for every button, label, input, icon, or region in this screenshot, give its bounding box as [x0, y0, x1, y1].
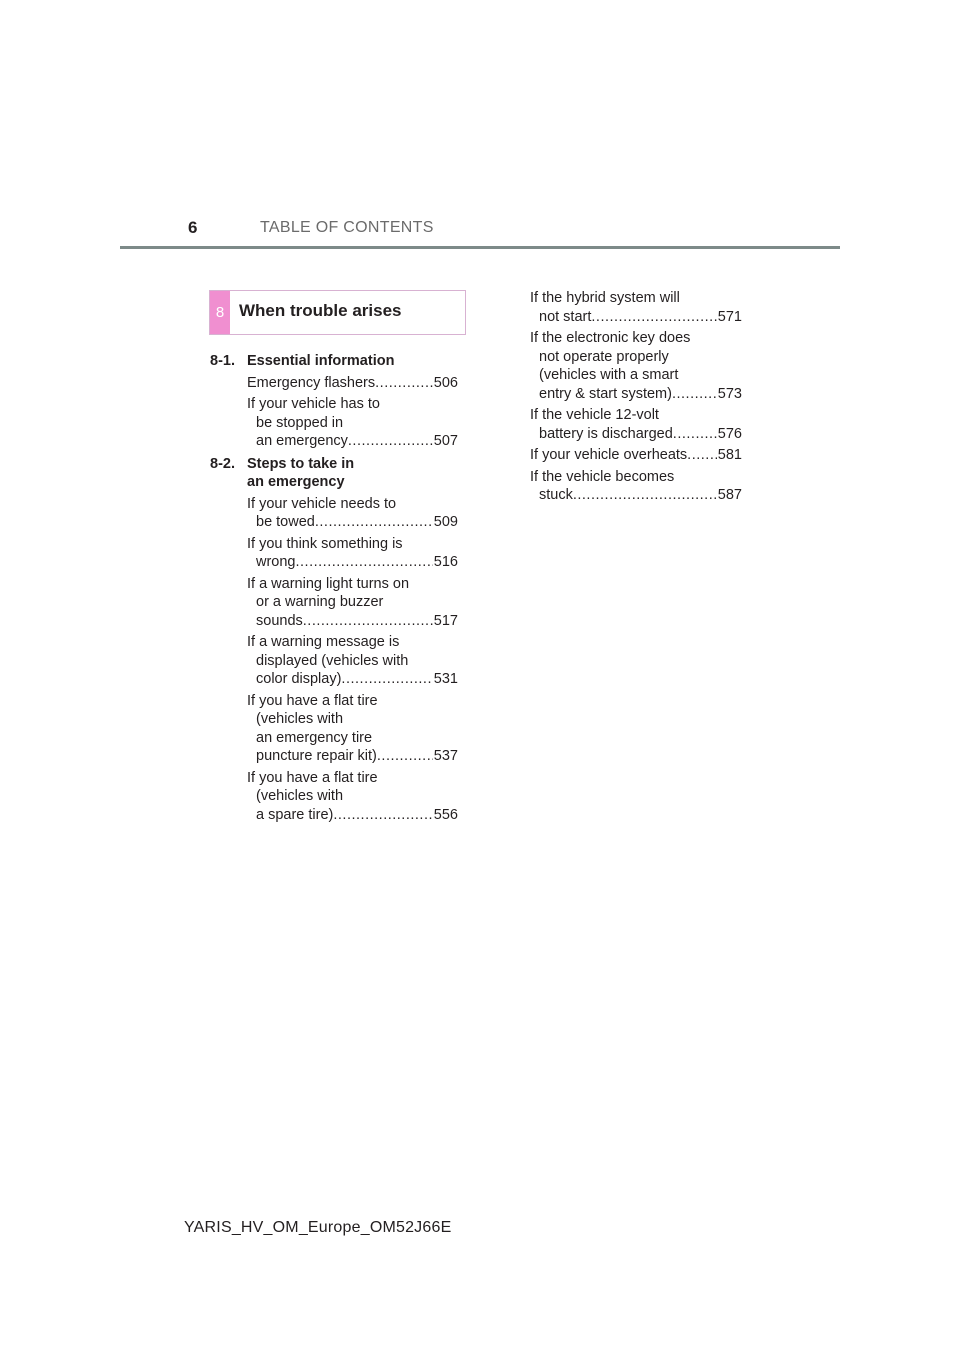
toc-entry[interactable]: [530, 468, 742, 505]
toc-entry-last-line: [530, 486, 742, 505]
toc-entry-label: not start: [539, 308, 592, 325]
header-title: TABLE OF CONTENTS: [260, 219, 434, 236]
toc-entry-line: If your vehicle needs to: [247, 495, 397, 512]
section-title-line: Essential information: [247, 353, 395, 369]
toc-entry-line: If your vehicle has to: [247, 396, 380, 412]
toc-entry-line: If you have a flat tire: [247, 692, 378, 709]
toc-entry-line: or a warning buzzer: [256, 594, 384, 610]
toc-section: [210, 352, 458, 451]
toc-entry-label: stuck: [539, 487, 573, 503]
toc-entry-text: [247, 395, 458, 451]
toc-leader-dots: [375, 374, 433, 393]
toc-entry-label: an emergency: [256, 433, 348, 449]
toc-leader-dots: [333, 806, 432, 825]
toc-page-number: 581: [717, 447, 742, 463]
chapter-title: When trouble arises: [239, 301, 402, 320]
toc-entry-label: sounds: [256, 612, 303, 629]
toc-entry-label: be towed: [256, 514, 315, 530]
toc-page-number: 516: [433, 554, 458, 570]
toc-entry-line: If the electronic key does: [530, 330, 691, 346]
toc-entry-text: [247, 535, 458, 572]
toc-entry[interactable]: [530, 406, 742, 443]
toc-page-number: 573: [717, 385, 742, 402]
toc-entry-text: [530, 468, 742, 505]
toc-right-column: [530, 286, 742, 505]
page-number: 6: [188, 218, 198, 237]
toc-page-number: 576: [717, 425, 742, 442]
toc-entry[interactable]: [247, 495, 458, 532]
toc-entry[interactable]: [530, 329, 742, 403]
page-header: [120, 216, 840, 249]
toc-entry-line: be stopped in: [256, 414, 344, 431]
toc-page-number: 531: [433, 671, 458, 687]
section-title-line: an emergency: [247, 474, 345, 490]
toc-leader-dots: [348, 432, 433, 451]
toc-entry-last-line: [247, 374, 458, 393]
toc-entry-text: [530, 289, 742, 326]
section-title: [247, 352, 458, 371]
toc-entry-line: If the hybrid system will: [530, 290, 680, 306]
toc-page-number: 571: [717, 308, 742, 325]
toc-entry-last-line: [247, 806, 458, 825]
toc-entry-text: [247, 633, 458, 689]
toc-entry-text: [530, 406, 742, 443]
chapter-number-tab: 8: [210, 291, 230, 334]
toc-entry[interactable]: [247, 769, 458, 825]
toc-leader-dots: [672, 385, 717, 404]
toc-entry-label: a spare tire): [256, 806, 334, 823]
section-title: [247, 455, 458, 492]
toc-entry-label: wrong: [256, 554, 296, 570]
section-title-line: Steps to take in: [247, 455, 355, 472]
toc-entry[interactable]: [247, 395, 458, 451]
toc-page-number: 556: [433, 806, 458, 823]
toc-entry-text: [530, 446, 742, 465]
section-number: 8-2.: [210, 455, 235, 472]
toc-entry-last-line: [530, 446, 742, 465]
toc-entry-label: Emergency flashers: [247, 374, 376, 391]
toc-entry-text: [247, 692, 458, 766]
toc-entry[interactable]: [247, 535, 458, 572]
toc-page-number: 507: [433, 433, 458, 449]
toc-entry-last-line: [530, 308, 742, 327]
toc-entry-line: If the vehicle becomes: [530, 468, 675, 485]
toc-entry-label: battery is discharged: [539, 425, 673, 442]
toc-entry-last-line: [530, 385, 742, 404]
toc-entry-label: If your vehicle overheats: [530, 447, 688, 463]
toc-entry[interactable]: [247, 374, 458, 393]
toc-leader-dots: [673, 425, 717, 444]
toc-page-number: 506: [433, 374, 458, 391]
toc-leader-dots: [591, 308, 716, 327]
toc-entry-line: (vehicles with: [256, 711, 344, 727]
toc-entry[interactable]: [247, 575, 458, 631]
toc-entry[interactable]: [247, 633, 458, 689]
toc-entry-line: not operate properly: [539, 348, 669, 365]
toc-leader-dots: [573, 486, 717, 505]
toc-entry-line: If you have a flat tire: [247, 769, 378, 786]
toc-entry[interactable]: [247, 692, 458, 766]
toc-leader-dots: [315, 513, 433, 532]
toc-entry-last-line: [530, 425, 742, 444]
toc-entry-text: [247, 374, 458, 393]
toc-entry-last-line: [247, 670, 458, 689]
toc-entry-last-line: [247, 612, 458, 631]
toc-leader-dots: [687, 446, 717, 465]
toc-section: [210, 455, 458, 825]
toc-page-number: 537: [433, 748, 458, 764]
toc-entry-label: entry & start system): [539, 385, 672, 402]
toc-entry-text: [530, 329, 742, 403]
chapter-heading: [209, 290, 466, 335]
toc-entry-line: (vehicles with a smart: [539, 367, 679, 383]
toc-left-column: [210, 352, 458, 828]
toc-entry-line: If the vehicle 12-volt: [530, 407, 659, 423]
toc-entry-last-line: [247, 747, 458, 766]
toc-page-number: 517: [433, 612, 458, 629]
toc-leader-dots: [296, 553, 433, 572]
toc-page-number: 509: [433, 514, 458, 530]
toc-entry-label: puncture repair kit): [256, 748, 377, 764]
toc-entry-text: [247, 495, 458, 532]
toc-entry-line: If a warning message is: [247, 634, 400, 650]
toc-leader-dots: [341, 670, 432, 689]
toc-leader-dots: [377, 747, 433, 766]
toc-entry-line: displayed (vehicles with: [256, 652, 409, 669]
toc-entry-last-line: [247, 513, 458, 532]
toc-leader-dots: [303, 612, 433, 631]
toc-entry-line: If a warning light turns on: [247, 575, 410, 592]
toc-entry-line: If you think something is: [247, 535, 403, 552]
toc-entry-text: [247, 575, 458, 631]
toc-entry-last-line: [247, 432, 458, 451]
toc-page-number: 587: [717, 487, 742, 503]
toc-entry-line: an emergency tire: [256, 729, 373, 746]
toc-entry-text: [247, 769, 458, 825]
toc-entry-last-line: [247, 553, 458, 572]
section-number: 8-1.: [210, 353, 235, 369]
toc-entry[interactable]: [530, 289, 742, 326]
document-footer: YARIS_HV_OM_Europe_OM52J66E: [184, 1219, 452, 1236]
toc-entry-line: (vehicles with: [256, 788, 344, 804]
toc-entry[interactable]: [530, 446, 742, 465]
toc-entry-label: color display): [256, 671, 342, 687]
